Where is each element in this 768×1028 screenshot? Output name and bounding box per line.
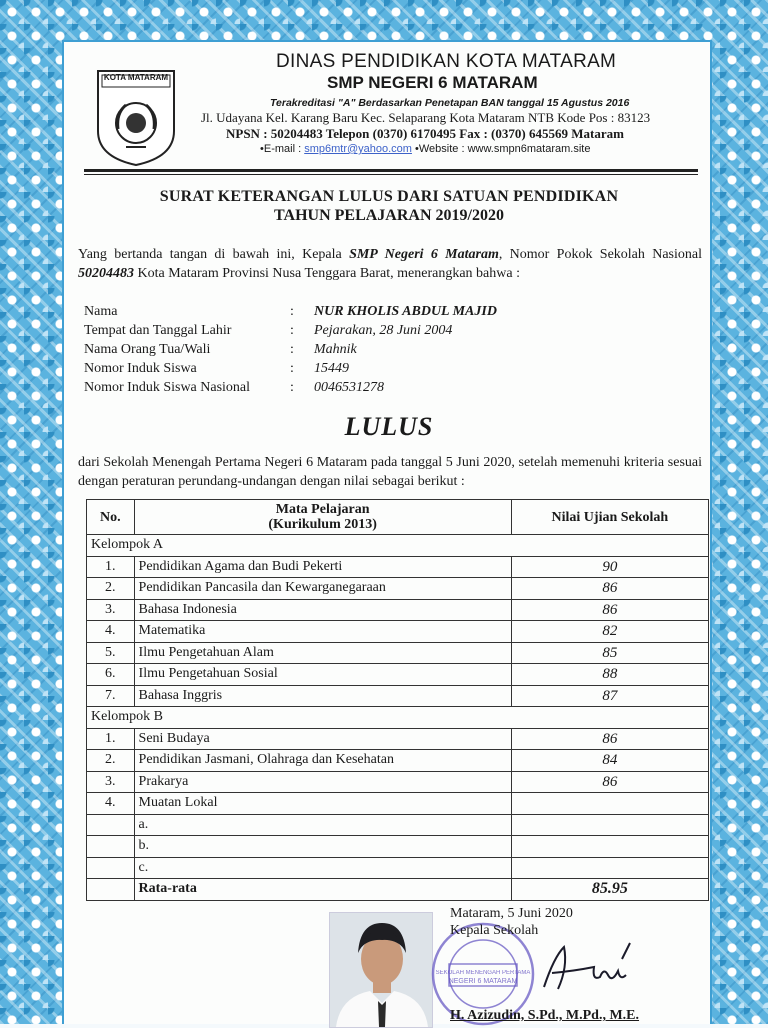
address-line: Jl. Udayana Kel. Karang Baru Kec. Selaparang Kota Mataram NTB Kode Pos : 83123 [201,110,651,125]
intro-text-1: Yang bertanda tangan di bawah ini, Kepala [78,247,350,262]
field-value: Mahnik [314,342,357,357]
group-a-label: Kelompok A [87,535,512,557]
row-no: 6. [87,664,135,686]
student-nis-row [84,361,349,377]
row-score: 90 [511,556,708,578]
row-no: 7. [87,685,135,707]
graduation-result: LULUS [344,412,434,441]
row-score: 85 [511,642,708,664]
intro-school: SMP Negeri 6 Mataram [349,247,499,262]
group-b-row [87,707,709,729]
average-row [87,879,709,901]
field-label: Nomor Induk Siswa [84,361,197,376]
row-subject: a. [134,814,511,836]
table-row [87,814,709,836]
col-subject-title: Mata Pelajaran [275,502,370,517]
closing-paragraph: dari Sekolah Menengah Pertama Negeri 6 Mataram pada tanggal 5 Juni 2020, setelah memenuhi kriteria sesuai dengan peraturan perundang-undangan dengan nilai sebagai berikut : [78,455,702,489]
intro-npsn: 50204483 [78,266,134,281]
row-no [87,814,135,836]
row-score [511,857,708,879]
student-name-row [84,304,497,320]
row-no: 4. [87,621,135,643]
document-year: TAHUN PELAJARAN 2019/2020 [274,207,504,224]
table-row [87,728,709,750]
email-link[interactable]: smp6mtr@yahoo.com [304,143,412,155]
email-website-line [260,143,590,155]
table-row [87,621,709,643]
empty-cell [511,535,708,557]
row-no: 2. [87,750,135,772]
row-no: 3. [87,771,135,793]
field-label: Nomor Induk Siswa Nasional [84,380,251,395]
row-score: 87 [511,685,708,707]
table-row [87,578,709,600]
row-subject: Ilmu Pengetahuan Sosial [134,664,511,686]
intro-text-3: Kota Mataram Provinsi Nusa Tenggara Barat, menerangkan bahwa : [134,266,520,281]
field-separator: : [290,380,294,395]
group-a-row [87,535,709,557]
empty-cell [511,707,708,729]
table-row [87,556,709,578]
svg-text:NEGERI 6 MATARAM: NEGERI 6 MATARAM [448,978,518,985]
intro-paragraph [78,245,702,283]
row-subject: Bahasa Indonesia [134,599,511,621]
row-subject: Pendidikan Agama dan Budi Pekerti [134,556,511,578]
row-subject: b. [134,836,511,858]
table-row [87,750,709,772]
row-score [511,793,708,815]
row-no: 1. [87,556,135,578]
row-score [511,836,708,858]
col-subject-subtitle: (Kurikulum 2013) [268,517,377,532]
average-value: 85.95 [511,879,708,901]
row-no: 3. [87,599,135,621]
header-rule-thick [84,169,698,172]
table-row [87,793,709,815]
table-row [87,857,709,879]
field-separator: : [290,304,294,319]
field-value: Pejarakan, 28 Juni 2004 [314,323,453,338]
row-subject: Bahasa Inggris [134,685,511,707]
student-birth-row [84,323,452,339]
field-label: Nama Orang Tua/Wali [84,342,211,357]
row-no [87,857,135,879]
row-subject: Pendidikan Jasmani, Olahraga dan Kesehatan [134,750,511,772]
row-subject: Muatan Lokal [134,793,511,815]
col-score-header: Nilai Ujian Sekolah [511,500,708,535]
intro-text-2: , Nomor Pokok Sekolah Nasional [498,247,702,262]
row-no [87,879,135,901]
document-title: SURAT KETERANGAN LULUS DARI SATUAN PENDIDIKAN [159,188,619,205]
table-row [87,599,709,621]
row-score: 86 [511,578,708,600]
row-score: 86 [511,728,708,750]
table-row [87,664,709,686]
signature-place-date: Mataram, 5 Juni 2020 [450,906,573,921]
student-parent-row [84,342,357,358]
row-score: 82 [511,621,708,643]
row-subject: Ilmu Pengetahuan Alam [134,642,511,664]
row-subject: Matematika [134,621,511,643]
student-nisn-row [84,380,384,396]
row-no: 4. [87,793,135,815]
certificate-page [62,40,712,1024]
svg-text:SEKOLAH MENENGAH PERTAMA: SEKOLAH MENENGAH PERTAMA [435,970,531,976]
handwritten-signature [534,937,654,997]
signature-role: Kepala Sekolah [450,923,539,938]
field-separator: : [290,361,294,376]
grades-table [86,499,709,901]
principal-name: H. Azizudin, S.Pd., M.Pd., M.E. [450,1008,640,1023]
table-header-row [87,500,709,535]
table-row [87,836,709,858]
accreditation-line: Terakreditasi "A" Berdasarkan Penetapan BAN tanggal 15 Agustus 2016 [270,97,630,109]
row-no: 2. [87,578,135,600]
logo-caption: KOTA MATARAM [103,73,169,82]
field-label: Tempat dan Tanggal Lahir [84,323,232,338]
field-value: NUR KHOLIS ABDUL MAJID [314,304,497,319]
field-value: 0046531278 [314,380,384,395]
school-name: SMP NEGERI 6 MATARAM [327,73,538,92]
row-subject: Seni Budaya [134,728,511,750]
contact-line: NPSN : 50204483 Telepon (0370) 6170495 Fax : (0370) 645569 Mataram [226,126,624,141]
row-score [511,814,708,836]
average-label: Rata-rata [134,879,511,901]
header-rule-thin [84,174,698,175]
row-no: 1. [87,728,135,750]
student-photo [329,912,433,1028]
field-separator: : [290,323,294,338]
row-score: 88 [511,664,708,686]
row-subject: Pendidikan Pancasila dan Kewarganegaraan [134,578,511,600]
field-separator: : [290,342,294,357]
table-row [87,642,709,664]
row-no: 5. [87,642,135,664]
group-b-label: Kelompok B [87,707,512,729]
row-subject: Prakarya [134,771,511,793]
row-score: 86 [511,599,708,621]
col-subject-header [134,500,511,535]
email-label: •E-mail : [260,143,305,155]
agency-name: DINAS PENDIDIKAN KOTA MATARAM [276,51,617,72]
field-label: Nama [84,304,118,319]
city-emblem-logo [96,69,176,167]
row-subject: c. [134,857,511,879]
field-value: 15449 [314,361,349,376]
col-no-header: No. [87,500,135,535]
row-score: 86 [511,771,708,793]
row-no [87,836,135,858]
website-text: •Website : www.smpn6mataram.site [411,143,591,155]
table-row [87,685,709,707]
row-score: 84 [511,750,708,772]
table-row [87,771,709,793]
